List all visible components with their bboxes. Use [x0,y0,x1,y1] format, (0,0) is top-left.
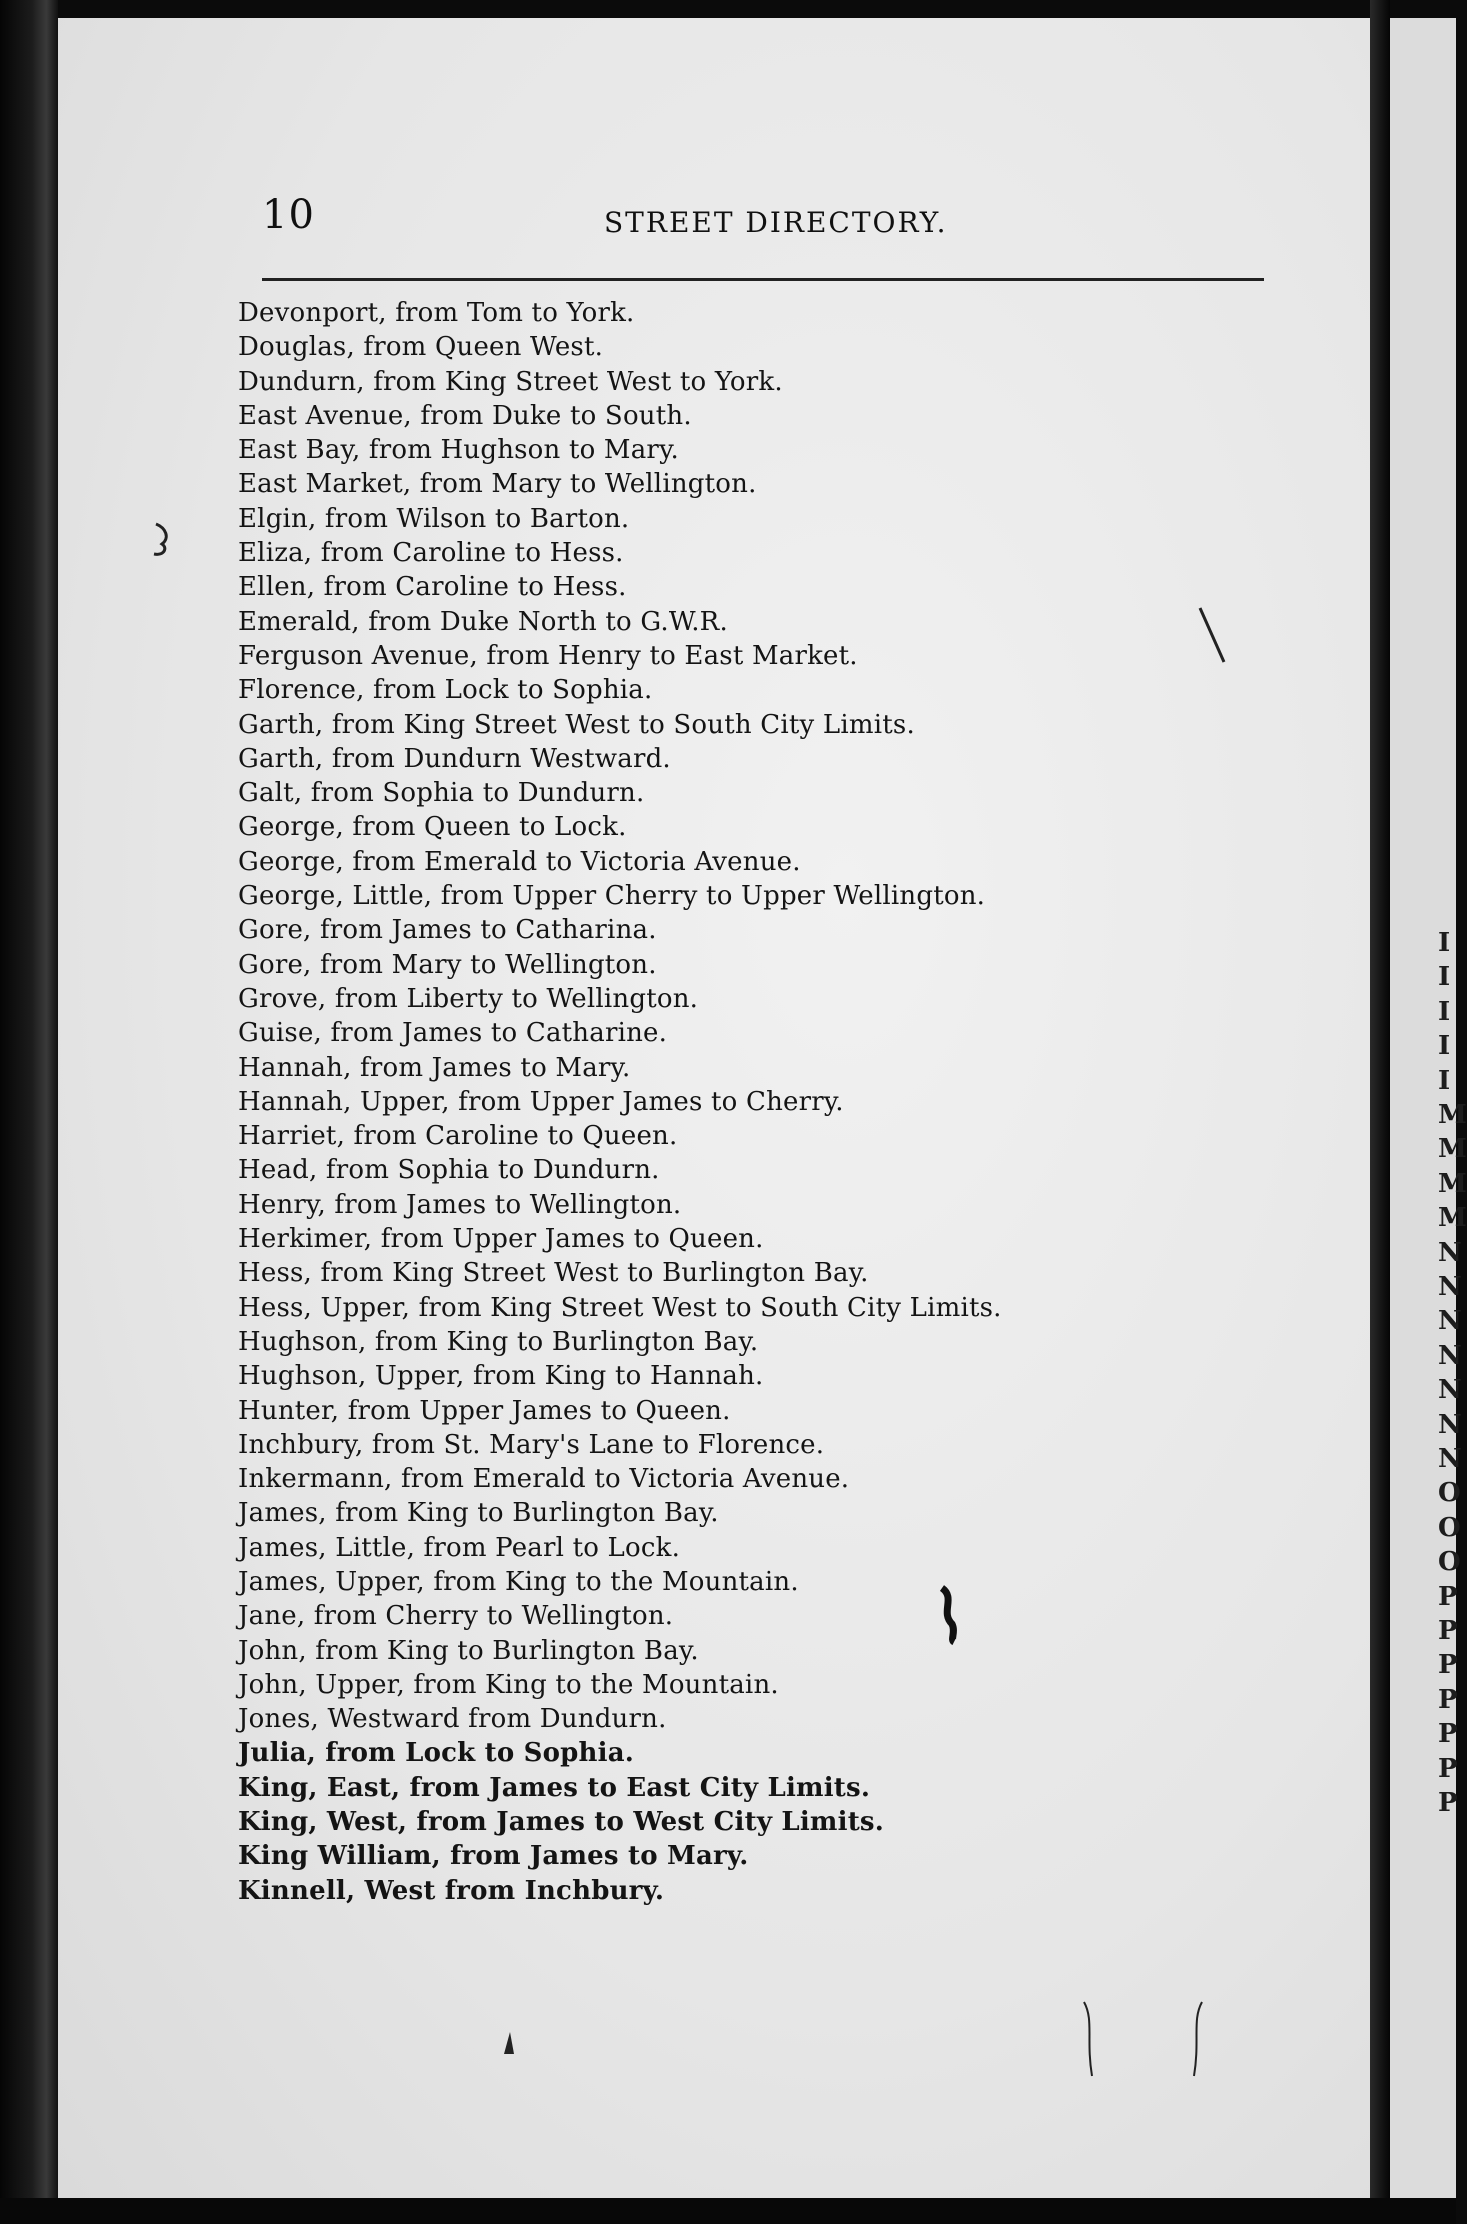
street-entry: Hess, Upper, from King Street West to South City Limits. [238,1292,1002,1323]
street-entry: George, from Queen to Lock. [238,812,627,843]
street-entry: King William, from James to Mary. [238,1841,749,1872]
street-entry: John, from King to Burlington Bay. [238,1635,699,1666]
ink-mark [500,2030,520,2060]
facing-page-letter: P [1438,1753,1458,1784]
header-rule [262,278,1264,281]
page-gutter [1370,0,1390,2224]
facing-page-letter: O [1438,1512,1461,1543]
street-entry: Inchbury, from St. Mary's Lane to Florence. [238,1429,825,1460]
street-entry: Emerald, from Duke North to G.W.R. [238,606,728,637]
facing-page-letter: M [1438,1168,1467,1199]
facing-page-letter: N [1438,1237,1462,1268]
street-entry: Ellen, from Caroline to Hess. [238,572,627,603]
street-entry: Kinnell, West from Inchbury. [238,1875,665,1906]
facing-page-letter: M [1438,1134,1467,1165]
street-entry: East Avenue, from Duke to South. [238,400,692,431]
facing-page-letter: P [1438,1719,1458,1750]
facing-page-letter: O [1438,1478,1461,1509]
street-entry: Harriet, from Caroline to Queen. [238,1121,678,1152]
book-binding [0,0,58,2224]
ink-mark [1188,2000,1208,2080]
street-entry: Grove, from Liberty to Wellington. [238,983,699,1014]
street-entry: George, Little, from Upper Cherry to Upper Wellington. [238,881,986,912]
street-entry: Jane, from Cherry to Wellington. [238,1601,674,1632]
street-entries-list [238,296,1138,1908]
street-entry: James, from King to Burlington Bay. [238,1498,719,1529]
facing-page-letter: I [1438,962,1451,993]
street-entry: Garth, from King Street West to South City Limits. [238,709,915,740]
street-entry: Dundurn, from King Street West to York. [238,366,783,397]
ink-mark [1080,2000,1100,2080]
facing-page-letter: N [1438,1340,1462,1371]
ink-mark [1198,606,1228,666]
street-entry: Henry, from James to Wellington. [238,1189,682,1220]
street-entry: Devonport, from Tom to York. [238,298,635,328]
street-entry: Galt, from Sophia to Dundurn. [238,778,645,809]
facing-page-letter: I [1438,996,1451,1027]
facing-page-letter: P [1438,1788,1458,1818]
facing-page-letter: N [1438,1272,1462,1302]
ink-mark [936,1584,960,1644]
street-entry: Douglas, from Queen West. [238,332,604,363]
street-entry: East Bay, from Hughson to Mary. [238,435,679,466]
page-number: 10 [262,192,315,238]
street-entry: Head, from Sophia to Dundurn. [238,1155,660,1186]
facing-page-letter: P [1438,1684,1458,1715]
street-entry: Gore, from Mary to Wellington. [238,949,657,980]
facing-page-letter: N [1438,1409,1462,1440]
street-entry: Hughson, from King to Burlington Bay. [238,1326,759,1357]
street-entry: James, Little, from Pearl to Lock. [238,1532,681,1563]
facing-page-letter: I [1438,1031,1451,1062]
street-entry: Hughson, Upper, from King to Hannah. [238,1361,764,1392]
facing-page-letter: N [1438,1444,1462,1474]
facing-page-letter: O [1438,1547,1461,1578]
street-entry: Hannah, from James to Mary. [238,1052,631,1083]
facing-page-letter: P [1438,1650,1458,1681]
facing-page-letter: N [1438,1375,1462,1406]
street-entry: Inkermann, from Emerald to Victoria Avenue. [238,1464,850,1495]
street-entry: Florence, from Lock to Sophia. [238,675,653,706]
street-entry: Garth, from Dundurn Westward. [238,743,671,774]
facing-page-letter: M [1438,1100,1467,1130]
street-entry: Gore, from James to Catharina. [238,915,657,946]
street-entry: James, Upper, from King to the Mountain. [238,1566,799,1597]
street-entry: Hunter, from Upper James to Queen. [238,1395,731,1426]
facing-page-letter: I [1438,1065,1451,1096]
facing-page-letter: I [1438,928,1451,958]
street-entry: Hess, from King Street West to Burlington Bay. [238,1258,869,1289]
street-entry: King, West, from James to West City Limits. [238,1807,885,1838]
ink-mark [148,520,178,560]
street-entry: Herkimer, from Upper James to Queen. [238,1224,764,1255]
facing-page-letter: M [1438,1203,1467,1234]
bottom-edge [0,2198,1456,2224]
street-entry: Jones, Westward from Dundurn. [238,1704,667,1735]
facing-page-letter: N [1438,1306,1462,1337]
street-entry: East Market, from Mary to Wellington. [238,469,757,500]
facing-page-letter: P [1438,1616,1458,1646]
street-entry: Hannah, Upper, from Upper James to Cherry. [238,1086,844,1117]
street-entry: Ferguson Avenue, from Henry to East Market. [238,640,858,671]
street-entry: Guise, from James to Catharine. [238,1018,668,1049]
street-entry: Eliza, from Caroline to Hess. [238,538,624,569]
street-entry: George, from Emerald to Victoria Avenue. [238,846,801,877]
street-entry: John, Upper, from King to the Mountain. [238,1669,779,1700]
street-entry: Elgin, from Wilson to Barton. [238,503,630,534]
street-entry: King, East, from James to East City Limits. [238,1772,871,1803]
facing-page-letter: P [1438,1581,1458,1612]
street-entry: Julia, from Lock to Sophia. [238,1738,634,1769]
running-title: STREET DIRECTORY. [604,206,948,239]
